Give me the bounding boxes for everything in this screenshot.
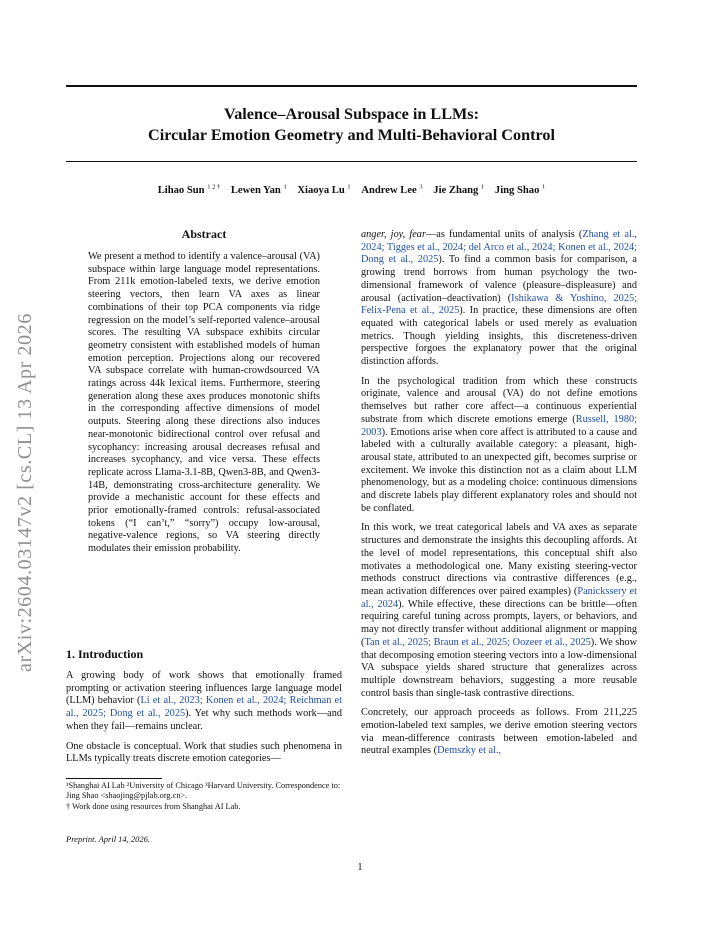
citation-link[interactable]: Zhang et al., 2024; Tigges et al., 2024; del Arco et al., 2024; Konen et al., 2024; Dong et al., 2025 [361, 229, 637, 266]
footnotes [66, 781, 342, 812]
citation-link[interactable]: Tan et al., 2025; Braun et al., 2025; Oozeer et al., 2025 [364, 636, 591, 648]
title-bottom-rule [66, 161, 637, 162]
author: Xiaoya Lu $^1$ [297, 183, 351, 196]
abstract-body: We present a method to identify a valence–arousal (VA) subspace within large language model representations. From 211k emotion-labeled texts, we derive emotion steering vectors, then learn VA axes as linear combinations of their top PCA components via ridge regression on the model’s self-reported valence–arousal scores. The resulting VA subspace exhibits circular geometry consistent with established models of human emotion perception. Projections along our recovered VA subspace correlate with human-crowdsourced VA ratings across 44k lexical items. Furthermore, steering generation along these axes produces monotonic shifts in the corresponding affective dimensions of model outputs. Steering along these directions also induces near-monotonic bidirectional control over refusal and sycophancy: increasing arousal decreases refusal and increases sycophancy, and vice versa. These effects replicate across Llama-3.1-8B, Qwen3-8B, and Qwen3-14B, demonstrating cross-architecture generality. We provide a mechanistic account for these effects and prior emotionally-framed controls: refusal-associated tokens (“I can’t,” “sorry”) occupy low-arousal, negative-valence regions, so VA steering directly modulates their emission probability. [88, 251, 320, 555]
footnote-rule [66, 778, 162, 779]
author: Jie Zhang $^1$ [433, 183, 485, 196]
arxiv-identifier: arXiv:2604.03147v2 [cs.CL] 13 Apr 2026 [14, 313, 36, 672]
author: Andrew Lee $^3$ [361, 183, 423, 196]
right-paragraph-1: anger, joy, fear—as fundamental units of analysis (Zhang et al., 2024; Tigges et al., 2024; del Arco et al., 2024; Konen et al., 2024; Dong et al., 2025). To find a common basis for comparison, a growing trend borrows from human psychology the two-dimensional framework of valence (pleasure–displeasure) and arousal (activation–deactivation) (Ishikawa & Yoshino, 2025; Felix-Pena et al., 2025). In practice, these dimensions are often equated with categorical labels or used merely as evaluation metrics. Though yielding insights, this discreteness-driven perspective forgoes the explanatory power that the original distinction affords. [361, 229, 638, 368]
right-paragraph-4: Concretely, our approach proceeds as follows. From 211,225 emotion-labeled text samples, we derive emotion steering vectors via mean-difference contrasts between emotion-labeled and neutral examples (Demszky et al., [361, 707, 637, 757]
citation-link[interactable]: Li et al., 2023; Konen et al., 2024; Reichman et al., 2025; Dong et al., 2025 [66, 695, 342, 720]
intro-paragraph-2: One obstacle is conceptual. Work that studies such phenomena in LLMs typically treats discrete emotion categories— [66, 740, 342, 765]
author-list [66, 183, 637, 196]
affiliation-footnote: ¹Shanghai AI Lab ²University of Chicago ³Harvard University. Correspondence to: Jing Shao <shaojing@pjlab.org.cn>. [66, 781, 341, 801]
paper-title [66, 104, 637, 146]
page-number: 1 [357, 862, 363, 873]
section-heading-introduction: 1. Introduction [66, 647, 144, 661]
right-paragraph-2: In the psychological tradition from which these constructs originate, valence and arousal (VA) do not define emotions themselves but rather core affect—a continuous experiential substrate from which discrete emotions emerge (Russell, 1980; 2003). Emotions arise when core affect is attributed to a cause and labeled with a culturally available category: a pleasant, high-arousal state, attributed to an unexpected gift, becomes surprise or excitement. We invoke this distinction not as a claim about LLM phenomenology, but as a modeling choice: continuous dimensions and discrete labels play different explanatory roles and should not be conflated. [361, 375, 637, 514]
title-line-2: Circular Emotion Geometry and Multi-Behavioral Control [148, 126, 555, 144]
citation-link[interactable]: Panickssery et al., 2024 [361, 585, 638, 610]
citation-link[interactable]: Russell, 1980; 2003 [361, 413, 637, 438]
title-line-1: Valence–Arousal Subspace in LLMs: [224, 105, 479, 123]
intro-paragraph-1: A growing body of work shows that emotionally framed prompting or activation steering influences large language model (LLM) behavior (Li et al., 2023; Konen et al., 2024; Reichman et al., 2025; Dong et al., 2025). Yet why such methods work—and when they fail—remains unclear. [66, 670, 342, 732]
citation-link[interactable]: Ishikawa & Yoshino, 2025; Felix-Pena et al., 2025 [361, 292, 637, 317]
author: Jing Shao $^1$ [494, 183, 546, 196]
title-top-rule [66, 85, 637, 87]
introduction-left-column [66, 670, 342, 773]
author: Lewen Yan $^1$ [230, 183, 287, 196]
citation-link[interactable]: Demszky et al., [437, 745, 502, 757]
right-paragraph-3: In this work, we treat categorical labels and VA axes as separate structures and demonstrate the insights this decoupling affords. At the level of model representations, this conceptual shift also motivates a methodological one. Many existing steering-vector methods construct directions via contrastive differences (e.g., mean activation differences over paired examples) (Panickssery et al., 2024). While effective, these directions can be brittle—often requiring careful tuning across prompts, layers, or behaviors, and may not directly transfer without additional alignment or mapping (Tan et al., 2025; Braun et al., 2025; Oozeer et al., 2025). We show that decomposing emotion steering vectors into a low-dimensional VA subspace yields shared structure that generalizes across multiple downstream behaviors, suggesting a more reusable control basis than single-task contrastive directions. [361, 522, 638, 699]
work-note-footnote: † Work done using resources from Shanghai AI Lab. [66, 801, 241, 811]
author: Lihao Sun $^{1 2 \dagger}$ [157, 183, 221, 196]
right-column [361, 229, 637, 765]
abstract-heading: Abstract [181, 227, 227, 241]
preprint-date: Preprint. April 14, 2026. [66, 834, 151, 844]
